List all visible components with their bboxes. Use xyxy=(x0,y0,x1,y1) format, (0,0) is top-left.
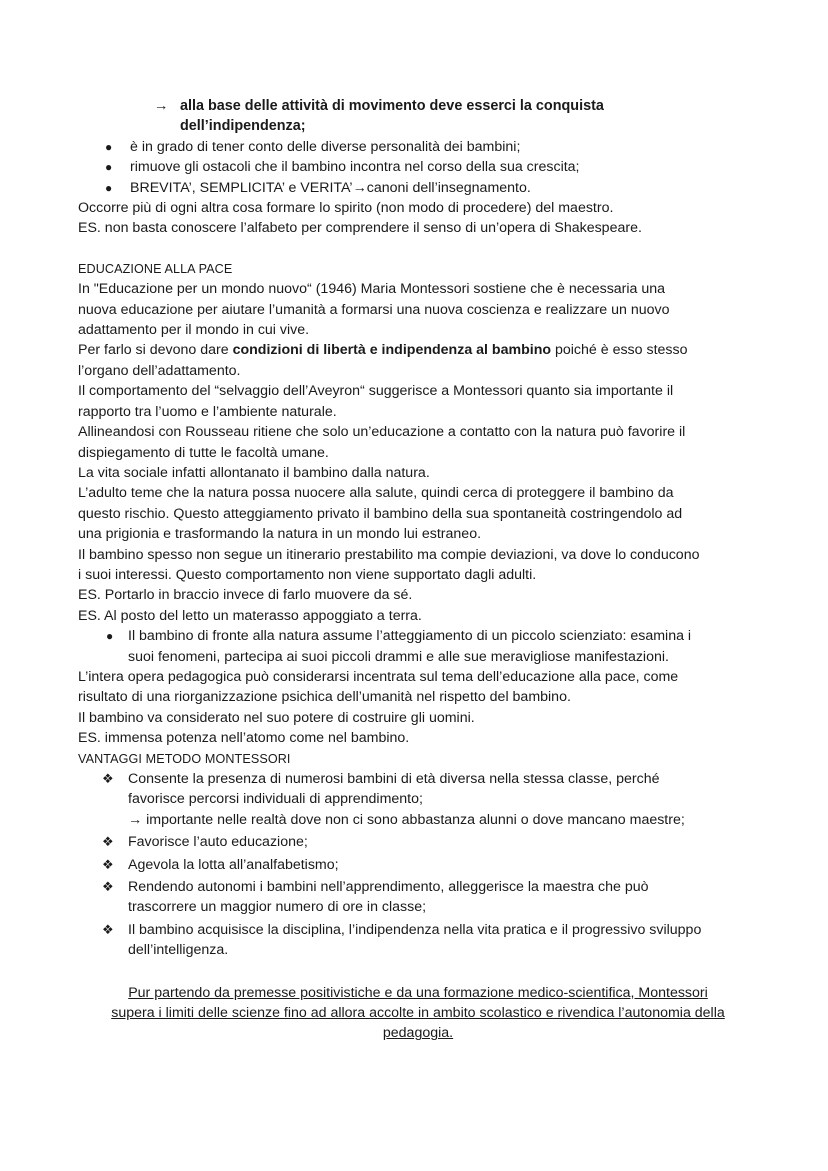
paragraph-line: ES. non basta conoscere l’alfabeto per comprendere il senso di un’opera di Shakespeare. xyxy=(78,220,642,237)
arrow-icon: → xyxy=(154,98,169,114)
conclusion-line-1: Pur partendo da premesse positivistiche e da una formazione medico-scientifica, Montessori xyxy=(128,984,708,1001)
list-item xyxy=(78,137,758,157)
vantaggi-list xyxy=(78,769,758,961)
paragraph-line: Il bambino va considerato nel suo potere di costruire gli uomini. xyxy=(78,709,475,726)
bullet-icon: ● xyxy=(105,160,113,175)
paragraph-line: i suoi interessi. Questo comportamento non viene supportato dagli adulti. xyxy=(78,566,537,583)
paragraph-line: adattamento per il mondo in cui vive. xyxy=(78,322,310,339)
list-item xyxy=(78,157,758,177)
diamond-bullet-icon: ❖ xyxy=(102,834,114,850)
bold-text: condizioni di libertà e indipendenza al bambino xyxy=(232,342,552,359)
pace-bullet-list xyxy=(78,626,758,667)
list-item xyxy=(78,769,758,830)
intro-bullet-list xyxy=(78,137,758,198)
list-item xyxy=(78,877,758,918)
paragraph-line: una prigionia e trasformando la natura in un mondo lui estraneo. xyxy=(78,526,482,543)
section-heading-vantaggi: VANTAGGI METODO MONTESSORI xyxy=(78,751,291,766)
list-item-line-1: Il bambino di fronte alla natura assume l’atteggiamento di un piccolo scienziato: esamina i xyxy=(128,628,692,645)
list-item-line: dell’intelligenza. xyxy=(128,942,229,959)
section-heading-pace: EDUCAZIONE ALLA PACE xyxy=(78,261,233,276)
list-item-line: Rendendo autonomi i bambini nell’apprendimento, alleggerisce la maestra che può xyxy=(128,879,649,896)
list-item xyxy=(78,855,758,875)
paragraph-line: In "Educazione per un mondo nuovo“ (1946) Maria Montessori sostiene che è necessaria una xyxy=(78,281,666,298)
section-body-pace xyxy=(78,279,758,748)
bullet-icon: ● xyxy=(105,180,113,195)
paragraph-line-bold xyxy=(78,340,758,360)
bullet-icon: ● xyxy=(106,629,114,644)
arrow-note-line-2: dell’indipendenza; xyxy=(180,118,306,135)
paragraph-line: ES. Portarlo in braccio invece di farlo muovere da sé. xyxy=(78,587,413,604)
list-item-line: Il bambino acquisisce la disciplina, l’indipendenza nella vita pratica e il progressivo sviluppo xyxy=(128,921,702,938)
paragraph-line: ES. immensa potenza nell’atomo come nel bambino. xyxy=(78,730,410,747)
diamond-bullet-icon: ❖ xyxy=(102,921,114,937)
text-before: Per farlo si devono dare xyxy=(78,342,233,359)
list-item-line: → importante nelle realtà dove non ci sono abbastanza alunni o dove mancano maestre; xyxy=(128,811,685,828)
paragraph-line: Occorre più di ogni altra cosa formare lo spirito (non modo di procedere) del maestro. xyxy=(78,200,614,217)
list-item-text: è in grado di tener conto delle diverse personalità dei bambini; xyxy=(130,138,521,155)
diamond-bullet-icon: ❖ xyxy=(102,856,114,872)
diamond-bullet-icon: ❖ xyxy=(102,771,114,786)
paragraph-line: Il bambino spesso non segue un itinerario prestabilito ma compie deviazioni, va dove lo conducono xyxy=(78,546,700,563)
arrow-note-line-1: alla base delle attività di movimento deve esserci la conquista xyxy=(180,98,604,114)
paragraph-line: risultato di una riorganizzazione psichica dell’umanità nel rispetto del bambino. xyxy=(78,689,571,706)
conclusion-line-3: pedagogia. xyxy=(382,1025,454,1042)
paragraph-line: L’adulto teme che la natura possa nuocere alla salute, quindi cerca di proteggere il bambino da xyxy=(78,485,674,502)
paragraph-line: questo rischio. Questo atteggiamento privato il bambino della sua spontaneità costringendolo ad xyxy=(78,505,683,522)
document-page xyxy=(78,96,758,1044)
list-item-line: favorisce percorsi individuali di apprendimento; xyxy=(128,791,423,808)
list-item-line: Consente la presenza di numerosi bambini di età diversa nella stessa classe, perché xyxy=(128,771,660,787)
list-item-line: Agevola la lotta all’analfabetismo; xyxy=(128,856,339,873)
list-item-line-2: suoi fenomeni, partecipa ai suoi piccoli drammi e alle sue meravigliose manifestazioni. xyxy=(128,648,669,665)
list-item-text: BREVITA’, SEMPLICITA’ e VERITA’→canoni dell’insegnamento. xyxy=(130,179,531,196)
list-item-line: trascorrere un maggior numero di ore in classe; xyxy=(128,899,427,916)
diamond-bullet-icon: ❖ xyxy=(102,879,114,895)
list-item xyxy=(78,832,758,852)
paragraph-line: La vita sociale infatti allontanato il bambino dalla natura. xyxy=(78,464,430,481)
paragraph-line: nuova educazione per aiutare l’umanità a formarsi una nuova coscienza e realizzare un nuovo xyxy=(78,301,670,318)
list-item xyxy=(78,920,758,961)
text-after: poiché è esso stesso xyxy=(551,342,688,359)
list-item-text: rimuove gli ostacoli che il bambino incontra nel corso della sua crescita; xyxy=(130,159,580,176)
list-item xyxy=(78,178,758,198)
paragraph-line: l’organo dell’adattamento. xyxy=(78,362,241,379)
list-item xyxy=(78,626,758,667)
paragraph-line: dispiegamento di tutte le facoltà umane. xyxy=(78,444,329,461)
paragraph-line: rapporto tra l’uomo e l’ambiente naturale. xyxy=(78,403,337,420)
arrow-note xyxy=(78,96,758,137)
conclusion-paragraph xyxy=(78,983,758,1044)
list-item-line: Favorisce l’auto educazione; xyxy=(128,834,308,851)
bullet-icon: ● xyxy=(105,139,113,154)
conclusion-line-2: supera i limiti delle scienze fino ad allora accolte in ambito scolastico e rivendica l’autonomia della xyxy=(111,1005,725,1022)
paragraph-line: Allineandosi con Rousseau ritiene che solo un’educazione a contatto con la natura può favorire il xyxy=(78,424,686,441)
paragraph-line: ES. Al posto del letto un materasso appoggiato a terra. xyxy=(78,607,422,624)
paragraph-line: Il comportamento del “selvaggio dell’Aveyron“ suggerisce a Montessori quanto sia importante il xyxy=(78,383,674,400)
paragraph-line: L’intera opera pedagogica può considerarsi incentrata sul tema dell’educazione alla pace, come xyxy=(78,668,679,685)
